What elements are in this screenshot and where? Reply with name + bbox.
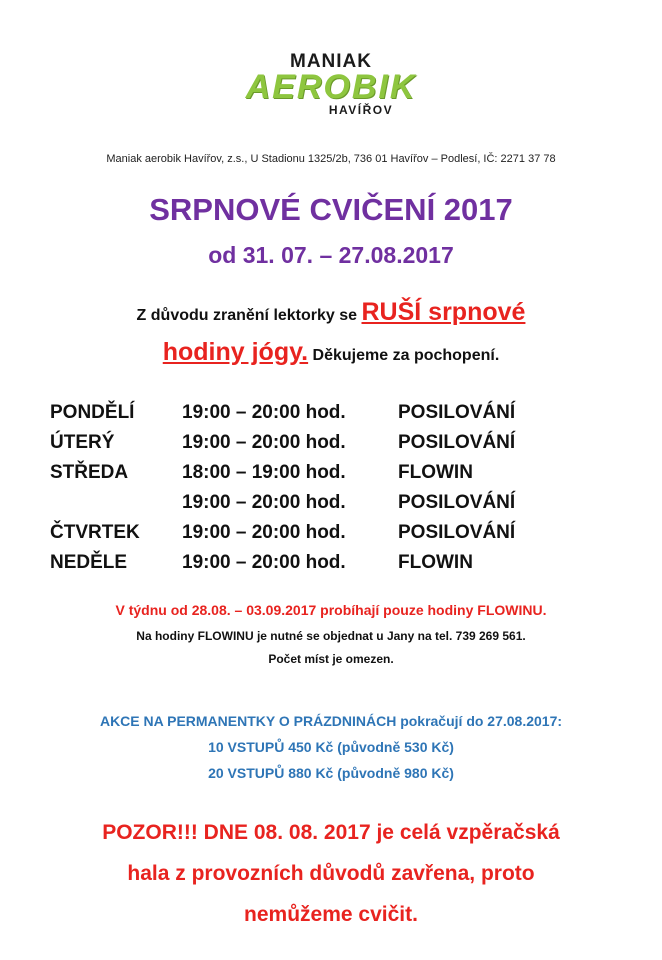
- schedule-row: [0, 492, 662, 522]
- schedule-activity: POSILOVÁNÍ: [398, 492, 516, 513]
- schedule-day: PONDĚLÍ: [50, 402, 135, 423]
- schedule-time: 19:00 – 20:00 hod.: [182, 552, 346, 573]
- schedule-day: ÚTERÝ: [50, 432, 115, 453]
- pass-offer-heading: AKCE NA PERMANENTKY O PRÁZDNINÁCH pokračují do 27.08.2017:: [99, 713, 563, 729]
- logo-line-aerobik: AEROBIK: [245, 68, 417, 106]
- notice-suffix: Děkujeme za pochopení.: [308, 347, 500, 364]
- schedule-day: STŘEDA: [50, 462, 129, 483]
- schedule-time: 18:00 – 19:00 hod.: [182, 462, 346, 483]
- flowin-week-notice: V týdnu od 28.08. – 03.09.2017 probíhají pouze hodiny FLOWINU.: [115, 602, 547, 618]
- schedule-row: [0, 522, 662, 552]
- schedule-row: [0, 402, 662, 432]
- cancellation-notice-line1: [0, 298, 662, 327]
- cancellation-notice-line2: [0, 338, 662, 367]
- maniak-aerobik-logo: [0, 52, 662, 118]
- schedule-activity: POSILOVÁNÍ: [398, 522, 516, 543]
- schedule-row: [0, 552, 662, 582]
- notice-highlight-1: RUŠÍ srpnové: [361, 298, 526, 326]
- date-range: od 31. 07. – 27.08.2017: [208, 242, 454, 268]
- schedule-time: 19:00 – 20:00 hod.: [182, 402, 346, 423]
- schedule-day: NEDĚLE: [50, 552, 128, 573]
- organization-address: Maniak aerobik Havířov, z.s., U Stadionu 1325/2b, 736 01 Havířov – Podlesí, IČ: 2271 37 78: [106, 153, 556, 165]
- schedule-activity: POSILOVÁNÍ: [398, 402, 516, 423]
- schedule-activity: FLOWIN: [398, 552, 473, 573]
- schedule-activity: POSILOVÁNÍ: [398, 432, 516, 453]
- notice-prefix: Z důvodu zranění lektorky se: [136, 307, 362, 324]
- schedule-row: [0, 432, 662, 462]
- flowin-booking-info: Na hodiny FLOWINU je nutné se objednat u Jany na tel. 739 269 561.: [136, 629, 526, 643]
- schedule-table: [0, 402, 662, 582]
- warning-line2: hala z provozních důvodů zavřena, proto: [127, 862, 535, 885]
- limited-capacity-info: Počet míst je omezen.: [268, 652, 394, 666]
- warning-line1: POZOR!!! DNE 08. 08. 2017 je celá vzpěračská: [102, 821, 560, 844]
- schedule-row: [0, 462, 662, 492]
- pass-offer-20: 20 VSTUPŮ 880 Kč (původně 980 Kč): [208, 765, 454, 781]
- schedule-time: 19:00 – 20:00 hod.: [182, 522, 346, 543]
- logo-line-maniak: MANIAK: [290, 51, 372, 72]
- logo-line-havirov: HAVÍŘOV: [328, 103, 394, 117]
- page-title: SRPNOVÉ CVIČENÍ 2017: [149, 192, 513, 227]
- schedule-activity: FLOWIN: [398, 462, 473, 483]
- pass-offer-10: 10 VSTUPŮ 450 Kč (původně 530 Kč): [208, 739, 454, 755]
- warning-line3: nemůžeme cvičit.: [244, 903, 418, 926]
- schedule-time: 19:00 – 20:00 hod.: [182, 432, 346, 453]
- schedule-time: 19:00 – 20:00 hod.: [182, 492, 346, 513]
- notice-highlight-2: hodiny jógy.: [162, 338, 309, 366]
- schedule-day: ČTVRTEK: [50, 522, 140, 543]
